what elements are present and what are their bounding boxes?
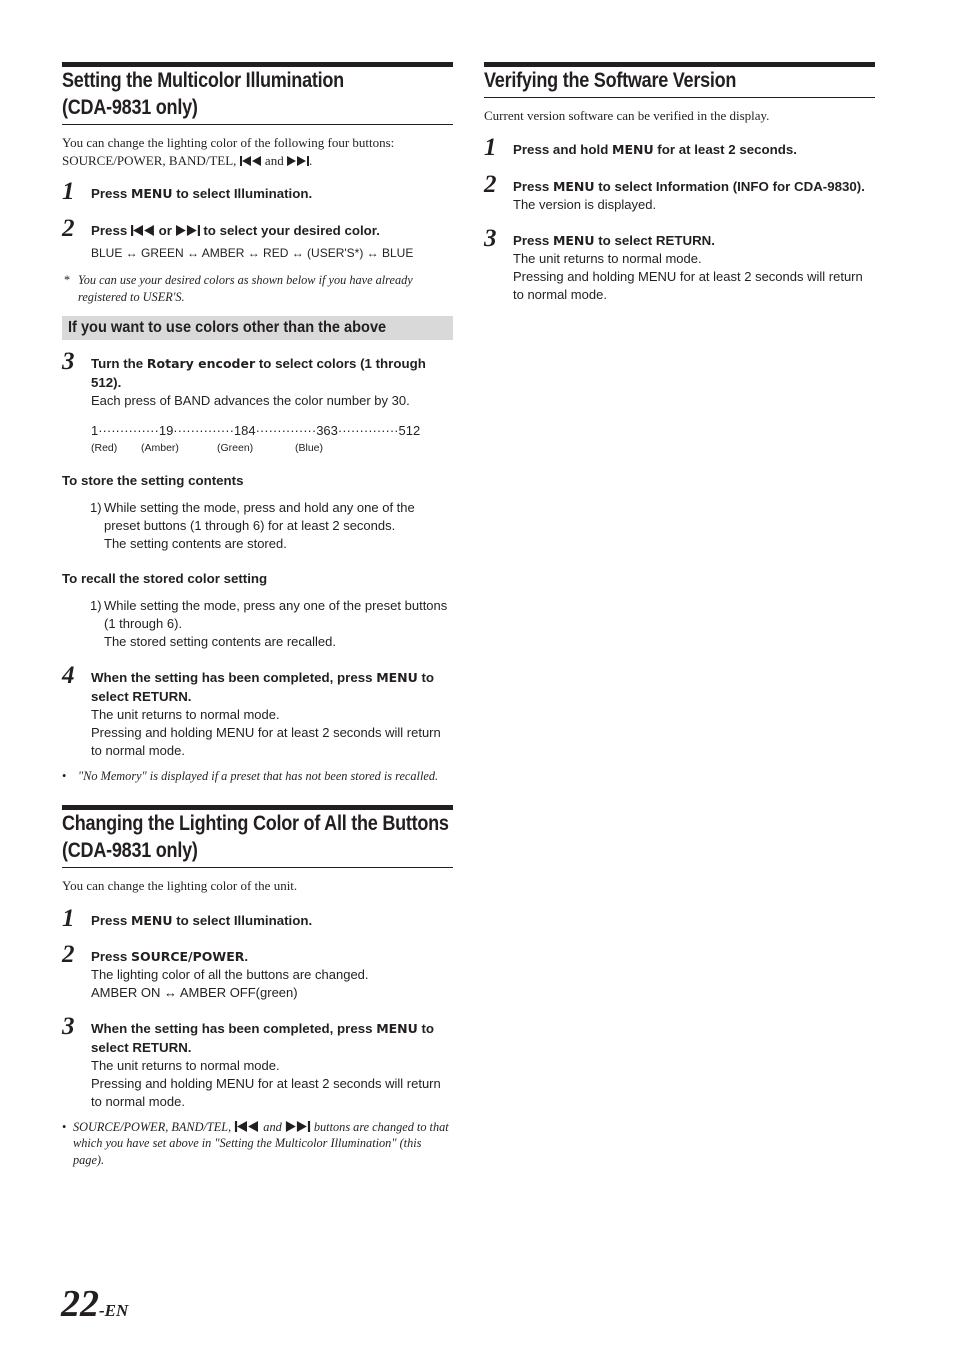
step-3: [484, 225, 875, 304]
step-2: [62, 215, 453, 262]
scale-labels: [91, 440, 453, 454]
step-1: [484, 134, 875, 161]
step-number: 1: [62, 178, 75, 205]
menu-keyword: MENU: [130, 912, 173, 928]
step-body: The unit returns to normal mode. Pressing and holding MENU for at least 2 seconds will return to normal mode.: [513, 251, 863, 302]
menu-keyword: MENU: [376, 1020, 418, 1036]
step-body: The lighting color of all the buttons are changed. AMBER ON ↔ AMBER OFF(green): [91, 966, 369, 1000]
step-3: [62, 1012, 453, 1111]
scale-label-amber: (Amber): [141, 442, 179, 454]
step-body: Each press of BAND advances the color number by 30.: [91, 393, 410, 408]
page-number-value: 22: [61, 1283, 99, 1325]
title-line-2: (CDA-9831 only): [62, 96, 198, 119]
step-number: 3: [62, 348, 75, 375]
store-heading: To store the setting contents: [62, 473, 244, 488]
intro-line-2c: .: [308, 153, 313, 168]
title-line-1: Changing the Lighting Color of All the Buttons: [62, 811, 449, 835]
color-sequence: BLUE ↔ GREEN ↔ AMBER ↔ RED ↔ (USER'S*) ↔ BLUE: [91, 246, 414, 260]
intro-text: Current version software can be verified in the display.: [484, 108, 770, 123]
note-text: "No Memory" is displayed if a preset that has not been stored is recalled.: [78, 769, 439, 783]
intro-text: You can change the lighting color of the unit.: [62, 877, 298, 893]
scale-label-green: (Green): [217, 442, 254, 454]
step-1: [62, 178, 453, 205]
menu-keyword: MENU: [612, 142, 654, 157]
page-number: [61, 1282, 128, 1326]
rotary-keyword: Rotary encoder: [146, 356, 256, 371]
page-language-suffix: -EN: [99, 1301, 129, 1320]
recall-heading: To recall the stored color setting: [62, 571, 268, 586]
step-number: 3: [484, 225, 497, 252]
scale-label-blue: (Blue): [295, 442, 324, 454]
intro-line-2a: SOURCE/POWER, BAND/TEL,: [62, 153, 240, 168]
intro-text: [62, 134, 453, 170]
section-title-multicolor: [62, 62, 453, 125]
step-heading: Press SOURCE/POWER.: [91, 948, 249, 964]
skip-previous-icon: [240, 156, 262, 166]
menu-keyword: MENU: [130, 186, 173, 201]
asterisk: *: [64, 273, 71, 287]
step-heading: Press MENU to select Illumination.: [91, 186, 313, 201]
step-number: 1: [484, 134, 497, 161]
recall-item: 1) While setting the mode, press any one of the preset buttons (1 through 6). The stored setting contents are recalled.: [90, 598, 448, 649]
step-number: 2: [62, 940, 75, 968]
step-heading: Press MENU to select RETURN.: [513, 233, 715, 248]
step-2: [62, 940, 453, 1002]
note-no-memory: [62, 768, 453, 785]
note-buttons-changed: • SOURCE/POWER, BAND/TEL, and buttons are changed to that which you have set above in "Setting the Multicolor Illumination" (this page).: [62, 1119, 449, 1167]
skip-next-icon: [287, 156, 309, 166]
step-heading: Turn the Rotary encoder to select colors (1 through 512).: [91, 356, 426, 390]
step-3: [62, 348, 453, 410]
title-line: Verifying the Software Version: [484, 69, 737, 92]
skip-next-icon: [176, 225, 200, 236]
color-scale: [62, 422, 453, 456]
subsection-title: If you want to use colors other than the above: [68, 319, 387, 336]
right-column: [484, 62, 875, 304]
step-heading: Press MENU to select Information (INFO for CDA-9830).: [513, 179, 865, 194]
step-body: The unit returns to normal mode. Pressing and holding MENU for at least 2 seconds will return to normal mode.: [91, 707, 441, 758]
step-heading: Press or to select your desired color.: [91, 223, 380, 238]
step-body: The unit returns to normal mode. Pressing and holding MENU for at least 2 seconds will return to normal mode.: [91, 1057, 441, 1109]
scale-numbers: 1··············19··············184··············363··············512: [91, 423, 421, 438]
scale-label-red: (Red): [91, 442, 118, 454]
step-heading: Press MENU to select Illumination.: [91, 912, 313, 928]
intro-line-2b: and: [261, 153, 287, 168]
step-number: 4: [62, 662, 75, 689]
note-users: [62, 272, 453, 305]
step-number: 3: [62, 1012, 75, 1040]
section-title-software-version: [484, 62, 875, 98]
intro-line-1: You can change the lighting color of the following four buttons:: [62, 135, 395, 150]
title-line-2: (CDA-9831 only): [62, 838, 198, 862]
step-4: [62, 662, 453, 760]
title-line-1: Setting the Multicolor Illumination: [62, 69, 344, 92]
step-number: 2: [484, 171, 497, 198]
note-text: You can use your desired colors as shown below if you have already registered to USER'S.: [78, 273, 413, 304]
menu-keyword: MENU: [376, 670, 418, 685]
step-1: [62, 904, 453, 932]
left-column: [62, 62, 453, 1168]
bullet: •: [62, 1119, 67, 1134]
step-heading: When the setting has been completed, press MENU to select RETURN.: [91, 670, 435, 704]
section-title-all-buttons: [62, 805, 453, 868]
step-heading: When the setting has been completed, press MENU to select RETURN.: [91, 1020, 435, 1055]
step-body: The version is displayed.: [513, 197, 657, 212]
step-number: 1: [62, 904, 75, 932]
step-2: [484, 171, 875, 214]
item-number: 1): [90, 598, 102, 613]
source-power-keyword: SOURCE/POWER: [130, 948, 245, 964]
bullet: •: [62, 769, 67, 783]
skip-next-icon: [285, 1121, 311, 1132]
step-heading: Press and hold MENU for at least 2 seconds.: [513, 142, 797, 157]
item-number: 1): [90, 500, 102, 515]
store-item: 1) While setting the mode, press and hold any one of the preset buttons (1 through 6) for at least 2 seconds. The setting contents are stored.: [90, 500, 415, 551]
skip-previous-icon: [234, 1121, 260, 1132]
skip-previous-icon: [131, 225, 155, 236]
menu-keyword: MENU: [552, 179, 595, 194]
subsection-bar: [62, 316, 453, 340]
menu-keyword: MENU: [552, 233, 595, 248]
step-number: 2: [62, 215, 75, 242]
